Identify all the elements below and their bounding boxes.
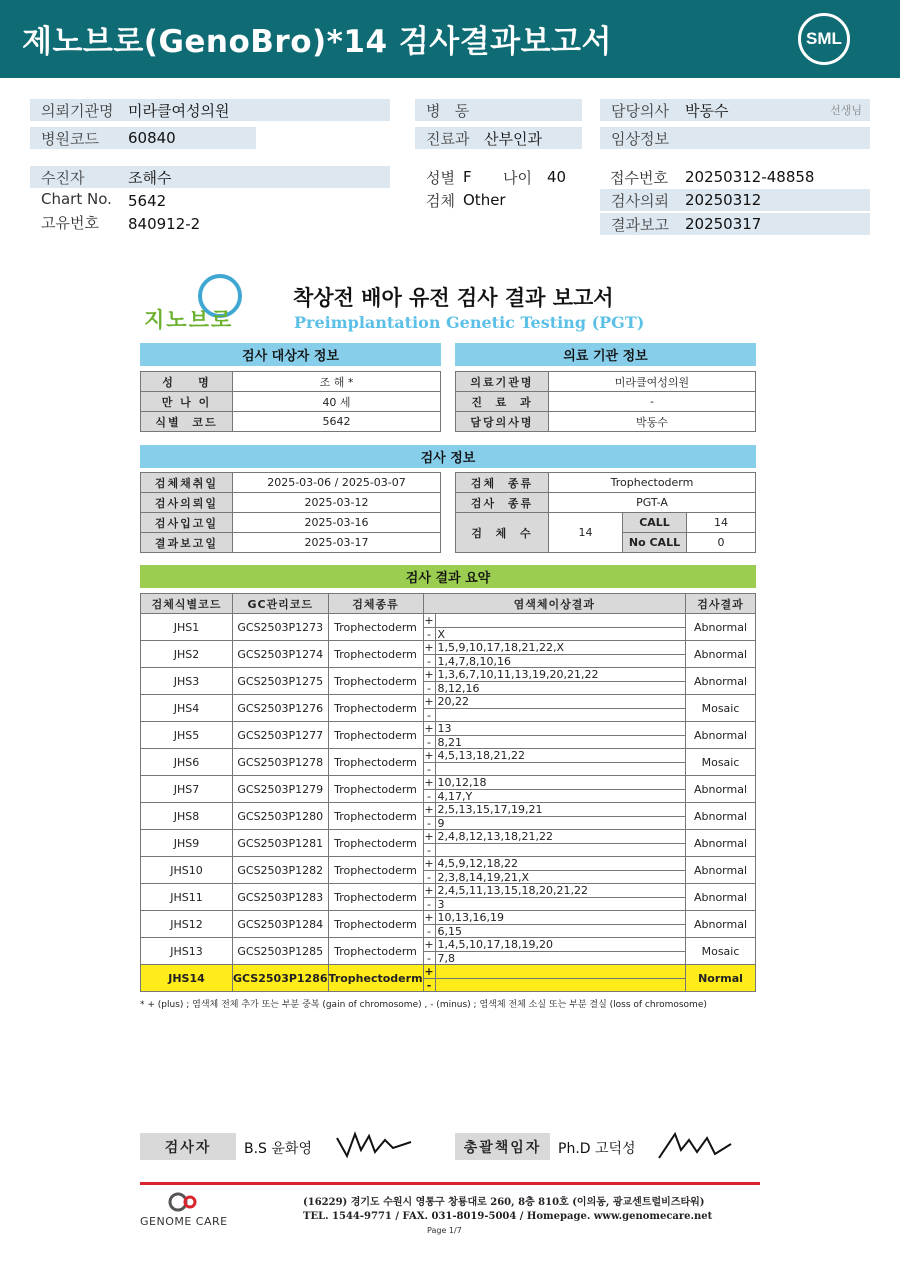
minus-chromosomes: X — [437, 628, 446, 641]
minus-chromosomes: 6,15 — [437, 925, 463, 938]
minus-line — [424, 681, 685, 694]
gc-code-cell: GCS2503P1285 — [233, 938, 329, 965]
subject-row — [141, 372, 441, 392]
report-date-label: 결과보고 — [611, 215, 669, 234]
examiner-signature — [335, 1128, 415, 1160]
summary-body — [141, 614, 756, 992]
sample-id-cell: JHS1 — [141, 614, 233, 641]
sample-id-cell: JHS7 — [141, 776, 233, 803]
test-date-row — [141, 513, 441, 533]
doctor-value: 박동수 — [685, 101, 729, 120]
id-value: 840912-2 — [128, 215, 201, 233]
plus-chromosomes: 4,5,13,18,21,22 — [437, 749, 525, 762]
test-date-key: 검사입고일 — [141, 513, 233, 533]
test-dates-table — [140, 472, 441, 553]
plus-sign: + — [424, 695, 434, 708]
specimen-type-cell: Trophectoderm — [328, 641, 423, 668]
plus-line — [424, 776, 685, 789]
institution-table — [455, 371, 756, 432]
institution-header: 의료 기관 정보 — [455, 343, 756, 366]
table-row — [141, 803, 756, 830]
sample-id-cell: JHS8 — [141, 803, 233, 830]
clinical-row — [600, 127, 870, 149]
institution-value-cell: 미라클여성의원 — [549, 372, 756, 392]
test-result-cell: Mosaic — [686, 938, 756, 965]
plus-chromosomes: 1,5,9,10,17,18,21,22,X — [437, 641, 565, 654]
table-row — [141, 749, 756, 776]
test-info-header: 검사 정보 — [140, 445, 756, 468]
specimen-type-cell: Trophectoderm — [328, 884, 423, 911]
plus-chromosomes: 10,13,16,19 — [437, 911, 505, 924]
minus-line — [424, 654, 685, 667]
subject-key: 성 명 — [141, 372, 233, 392]
plus-chromosomes: 2,4,5,11,13,15,18,20,21,22 — [437, 884, 588, 897]
specimen-label: 검체 — [426, 192, 455, 210]
subject-value: 40 세 — [233, 392, 441, 412]
chromosome-cell — [423, 965, 685, 992]
gc-code-cell: GCS2503P1282 — [233, 857, 329, 884]
sample-id-cell: JHS12 — [141, 911, 233, 938]
institution-table-row — [456, 372, 756, 392]
plus-sign: + — [424, 668, 434, 681]
test-date-key: 검체채취일 — [141, 473, 233, 493]
nocall-key: No CALL — [623, 533, 687, 553]
plus-sign: + — [424, 884, 434, 897]
call-key: CALL — [623, 513, 687, 533]
col-gc-code: GC관리코드 — [233, 594, 329, 614]
request-value: 20250312 — [685, 191, 762, 209]
sample-id-cell: JHS3 — [141, 668, 233, 695]
plus-chromosomes: 10,12,18 — [437, 776, 487, 789]
subject-table — [140, 371, 441, 432]
specimen-type-cell: Trophectoderm — [328, 776, 423, 803]
minus-sign: - — [424, 790, 436, 802]
test-date-value: 2025-03-16 — [233, 513, 441, 533]
col-specimen-type: 검체종류 — [328, 594, 423, 614]
sample-id-cell: JHS14 — [141, 965, 233, 992]
examiner-label: 검사자 — [140, 1133, 236, 1160]
patient-value: 조해수 — [128, 168, 172, 187]
specimen-type-cell: Trophectoderm — [328, 965, 423, 992]
table-row — [141, 857, 756, 884]
chromosome-cell — [423, 938, 685, 965]
plus-chromosomes: 20,22 — [437, 695, 470, 708]
plus-sign: + — [424, 911, 434, 924]
genome-care-logo — [140, 1192, 230, 1232]
table-row — [141, 776, 756, 803]
call-row — [456, 513, 756, 533]
test-type-row — [456, 493, 756, 513]
test-type-value: PGT-A — [549, 493, 756, 513]
genobro-logo — [140, 270, 260, 332]
chromosome-cell — [423, 884, 685, 911]
test-result-cell: Abnormal — [686, 857, 756, 884]
test-result-cell: Abnormal — [686, 776, 756, 803]
address-line: (16229) 경기도 수원시 영통구 창룡대로 260, 8층 810호 (이의동, 광교센트럴비즈타워) — [303, 1197, 705, 1208]
test-result-cell: Normal — [686, 965, 756, 992]
minus-chromosomes: 1,4,7,8,10,16 — [437, 655, 512, 668]
plus-line — [424, 641, 685, 654]
plus-chromosomes: 1,4,5,10,17,18,19,20 — [437, 938, 553, 951]
chromosome-cell — [423, 641, 685, 668]
summary-table — [140, 593, 756, 992]
minus-line — [424, 897, 685, 910]
subject-value: 5642 — [233, 412, 441, 432]
minus-line — [424, 816, 685, 829]
plus-sign: + — [424, 830, 434, 843]
test-date-value: 2025-03-12 — [233, 493, 441, 513]
gc-code-cell: GCS2503P1275 — [233, 668, 329, 695]
plus-chromosomes: 1,3,6,7,10,11,13,19,20,21,22 — [437, 668, 599, 681]
summary-header-row — [141, 594, 756, 614]
specimen-type-cell: Trophectoderm — [328, 668, 423, 695]
specimen-type-cell: Trophectoderm — [328, 614, 423, 641]
minus-line — [424, 627, 685, 640]
hospital-code-label: 병원코드 — [41, 129, 99, 148]
director-name: Ph.D 고덕성 — [558, 1141, 636, 1157]
institution-value-cell: - — [549, 392, 756, 412]
institution-table-row — [456, 392, 756, 412]
table-row — [141, 884, 756, 911]
test-type-key: 검사 종류 — [456, 493, 549, 513]
minus-chromosomes — [436, 763, 438, 775]
subject-value: 조 해 * — [233, 372, 441, 392]
ward-label: 병 동 — [426, 101, 470, 120]
plus-sign: + — [424, 776, 434, 789]
specimen-count-key: 검 체 수 — [456, 513, 549, 553]
footer-address — [303, 1196, 712, 1224]
id-label: 고유번호 — [41, 214, 99, 232]
sample-id-cell: JHS9 — [141, 830, 233, 857]
table-row — [141, 668, 756, 695]
subject-row — [141, 392, 441, 412]
specimen-value: Other — [463, 191, 506, 209]
director-label: 총괄책임자 — [455, 1133, 550, 1160]
minus-sign: - — [424, 736, 436, 748]
test-spec-table — [455, 472, 756, 553]
sex-value: F — [463, 168, 472, 186]
test-result-cell: Mosaic — [686, 749, 756, 776]
specimen-type-cell: Trophectoderm — [328, 857, 423, 884]
plus-line — [424, 614, 685, 627]
age-value: 40 — [547, 168, 567, 186]
chromosome-cell — [423, 614, 685, 641]
test-date-value: 2025-03-06 / 2025-03-07 — [233, 473, 441, 493]
patient-row — [30, 166, 390, 188]
plus-chromosomes: 13 — [437, 722, 452, 735]
plus-line — [424, 749, 685, 762]
table-row — [141, 830, 756, 857]
minus-sign: - — [424, 979, 436, 991]
chromosome-cell — [423, 722, 685, 749]
plus-line — [424, 695, 685, 708]
gc-code-cell: GCS2503P1277 — [233, 722, 329, 749]
institution-table-row — [456, 412, 756, 432]
minus-chromosomes — [436, 709, 438, 721]
genobro-logo-text: 지노브로 — [144, 308, 234, 332]
institution-key: 진 료 과 — [456, 392, 549, 412]
specimen-type-row — [456, 473, 756, 493]
doctor-label: 담당의사 — [611, 101, 669, 120]
test-date-row — [141, 533, 441, 553]
minus-chromosomes: 2,3,8,14,19,21,X — [437, 871, 530, 884]
specimen-type-cell: Trophectoderm — [328, 830, 423, 857]
sample-id-cell: JHS6 — [141, 749, 233, 776]
chromosome-cell — [423, 911, 685, 938]
request-row — [600, 189, 870, 211]
test-result-cell: Abnormal — [686, 668, 756, 695]
gc-code-cell: GCS2503P1286 — [233, 965, 329, 992]
chromosome-cell — [423, 749, 685, 776]
report-date-value: 20250317 — [685, 215, 762, 233]
col-sample-id: 검체식별코드 — [141, 594, 233, 614]
gc-code-cell: GCS2503P1281 — [233, 830, 329, 857]
page-title: 제노브로(GenoBro)*14 검사결과보고서 — [22, 24, 612, 60]
sample-id-cell: JHS5 — [141, 722, 233, 749]
dept-row — [415, 127, 582, 149]
plus-line — [424, 911, 685, 924]
minus-sign: - — [424, 682, 436, 694]
plus-line — [424, 938, 685, 951]
specimen-type-cell: Trophectoderm — [328, 938, 423, 965]
chromosome-cell — [423, 830, 685, 857]
chromosome-cell — [423, 776, 685, 803]
test-result-cell: Abnormal — [686, 830, 756, 857]
ward-row — [415, 99, 582, 121]
test-result-cell: Abnormal — [686, 641, 756, 668]
minus-chromosomes: 3 — [437, 898, 445, 911]
gc-code-cell: GCS2503P1279 — [233, 776, 329, 803]
call-value: 14 — [687, 513, 756, 533]
sample-id-cell: JHS11 — [141, 884, 233, 911]
table-row — [141, 938, 756, 965]
sample-id-cell: JHS4 — [141, 695, 233, 722]
genome-care-icon — [166, 1192, 200, 1212]
table-row — [141, 614, 756, 641]
sex-label: 성별 — [426, 169, 455, 187]
minus-line — [424, 762, 685, 775]
plus-chromosomes — [436, 965, 438, 978]
test-date-row — [141, 473, 441, 493]
institution-label: 의뢰기관명 — [41, 101, 114, 120]
minus-line — [424, 708, 685, 721]
test-result-cell: Abnormal — [686, 911, 756, 938]
minus-sign: - — [424, 844, 436, 856]
minus-line — [424, 843, 685, 856]
gc-code-cell: GCS2503P1273 — [233, 614, 329, 641]
institution-value: 미라클여성의원 — [128, 101, 230, 120]
institution-row — [30, 99, 390, 121]
receipt-label: 접수번호 — [610, 169, 668, 187]
plus-line — [424, 803, 685, 816]
test-result-cell: Abnormal — [686, 614, 756, 641]
plus-sign: + — [424, 965, 434, 978]
plus-sign: + — [424, 857, 434, 870]
genome-care-text: GENOME CARE — [140, 1215, 228, 1228]
plus-sign: + — [424, 803, 434, 816]
specimen-count-value: 14 — [549, 513, 623, 553]
gc-code-cell: GCS2503P1274 — [233, 641, 329, 668]
plus-sign: + — [424, 938, 434, 951]
test-result-cell: Abnormal — [686, 803, 756, 830]
chromosome-cell — [423, 695, 685, 722]
dept-value: 산부인과 — [484, 129, 542, 148]
test-date-row — [141, 493, 441, 513]
table-row — [141, 965, 756, 992]
gc-code-cell: GCS2503P1278 — [233, 749, 329, 776]
test-result-cell: Mosaic — [686, 695, 756, 722]
minus-line — [424, 978, 685, 991]
table-row — [141, 695, 756, 722]
minus-sign: - — [424, 709, 436, 721]
chart-value: 5642 — [128, 192, 167, 210]
sml-logo: SML — [798, 13, 850, 65]
test-result-cell: Abnormal — [686, 884, 756, 911]
specimen-type-cell: Trophectoderm — [328, 803, 423, 830]
minus-chromosomes: 7,8 — [437, 952, 456, 965]
plus-sign: + — [424, 749, 434, 762]
gc-code-cell: GCS2503P1276 — [233, 695, 329, 722]
specimen-type-cell: Trophectoderm — [328, 722, 423, 749]
institution-key: 담당의사명 — [456, 412, 549, 432]
col-test-result: 검사결과 — [686, 594, 756, 614]
test-result-cell: Abnormal — [686, 722, 756, 749]
plus-line — [424, 668, 685, 681]
table-row — [141, 641, 756, 668]
dept-label: 진료과 — [426, 129, 470, 148]
director-signature — [655, 1128, 735, 1160]
contact-line: TEL. 1544-9771 / FAX. 031-8019-5004 / Homepage. www.genomecare.net — [303, 1211, 713, 1222]
chart-label: Chart No. — [41, 190, 112, 208]
gc-code-cell: GCS2503P1283 — [233, 884, 329, 911]
institution-value-cell: 박동수 — [549, 412, 756, 432]
report-title: 착상전 배아 유전 검사 결과 보고서 — [293, 286, 614, 310]
minus-line — [424, 951, 685, 964]
specimen-type-cell: Trophectoderm — [328, 695, 423, 722]
request-label: 검사의뢰 — [611, 191, 669, 210]
minus-chromosomes: 4,17,Y — [437, 790, 473, 803]
chromosome-cell — [423, 668, 685, 695]
test-date-value: 2025-03-17 — [233, 533, 441, 553]
col-chromosome-result: 염색체이상결과 — [423, 594, 685, 614]
minus-sign: - — [424, 925, 436, 937]
minus-chromosomes — [436, 979, 438, 991]
specimen-type-cell: Trophectoderm — [328, 911, 423, 938]
plus-line — [424, 830, 685, 843]
plus-line — [424, 884, 685, 897]
report-subtitle: Preimplantation Genetic Testing (PGT) — [294, 313, 645, 332]
gc-code-cell: GCS2503P1280 — [233, 803, 329, 830]
minus-sign: - — [424, 817, 436, 829]
plus-line — [424, 857, 685, 870]
clinical-label: 임상정보 — [611, 129, 669, 148]
table-row — [141, 911, 756, 938]
plus-line — [424, 965, 685, 978]
minus-sign: - — [424, 763, 436, 775]
minus-chromosomes: 8,21 — [437, 736, 463, 749]
patient-label: 수진자 — [41, 168, 85, 187]
sample-id-cell: JHS2 — [141, 641, 233, 668]
sample-id-cell: JHS10 — [141, 857, 233, 884]
minus-sign: - — [424, 898, 436, 910]
plus-sign: + — [424, 722, 434, 735]
gc-code-cell: GCS2503P1284 — [233, 911, 329, 938]
hospital-code-value: 60840 — [128, 129, 176, 147]
examiner-name: B.S 윤화영 — [244, 1141, 312, 1157]
plus-chromosomes: 2,4,8,12,13,18,21,22 — [437, 830, 553, 843]
nocall-value: 0 — [687, 533, 756, 553]
minus-chromosomes: 9 — [437, 817, 445, 830]
chromosome-cell — [423, 857, 685, 884]
doctor-suffix: 선생님 — [830, 104, 862, 117]
receipt-value: 20250312-48858 — [685, 168, 815, 186]
test-date-key: 결과보고일 — [141, 533, 233, 553]
minus-line — [424, 789, 685, 802]
page-number: Page 1/7 — [427, 1226, 462, 1235]
minus-line — [424, 870, 685, 883]
specimen-type-cell: Trophectoderm — [328, 749, 423, 776]
doctor-row — [600, 99, 870, 121]
table-row — [141, 722, 756, 749]
plus-sign: + — [424, 614, 434, 627]
subject-header: 검사 대상자 정보 — [140, 343, 441, 366]
summary-header: 검사 결과 요약 — [140, 565, 756, 588]
plus-sign: + — [424, 641, 434, 654]
institution-key: 의료기관명 — [456, 372, 549, 392]
plus-line — [424, 722, 685, 735]
plus-chromosomes: 4,5,9,12,18,22 — [437, 857, 519, 870]
hospital-code-row — [30, 127, 256, 149]
sample-id-cell: JHS13 — [141, 938, 233, 965]
test-date-key: 검사의뢰일 — [141, 493, 233, 513]
age-label: 나이 — [503, 169, 532, 187]
subject-key: 식별 코드 — [141, 412, 233, 432]
plus-chromosomes: 2,5,13,15,17,19,21 — [437, 803, 543, 816]
minus-chromosomes: 8,12,16 — [437, 682, 480, 695]
minus-sign: - — [424, 655, 436, 667]
minus-line — [424, 735, 685, 748]
subject-row — [141, 412, 441, 432]
footer-divider — [140, 1182, 760, 1185]
minus-sign: - — [424, 628, 436, 640]
minus-chromosomes — [436, 844, 438, 856]
footnote: * + (plus) ; 염색체 전체 추가 또는 부분 중복 (gain of chromosome) , - (minus) ; 염색체 전체 소실 또는 부분 결실 (loss of chromosome) — [140, 1000, 707, 1010]
specimen-type-value: Trophectoderm — [549, 473, 756, 493]
minus-line — [424, 924, 685, 937]
chromosome-cell — [423, 803, 685, 830]
subject-key: 만 나 이 — [141, 392, 233, 412]
minus-sign: - — [424, 952, 436, 964]
plus-chromosomes — [436, 614, 438, 627]
specimen-type-key: 검체 종류 — [456, 473, 549, 493]
report-date-row — [600, 213, 870, 235]
minus-sign: - — [424, 871, 436, 883]
